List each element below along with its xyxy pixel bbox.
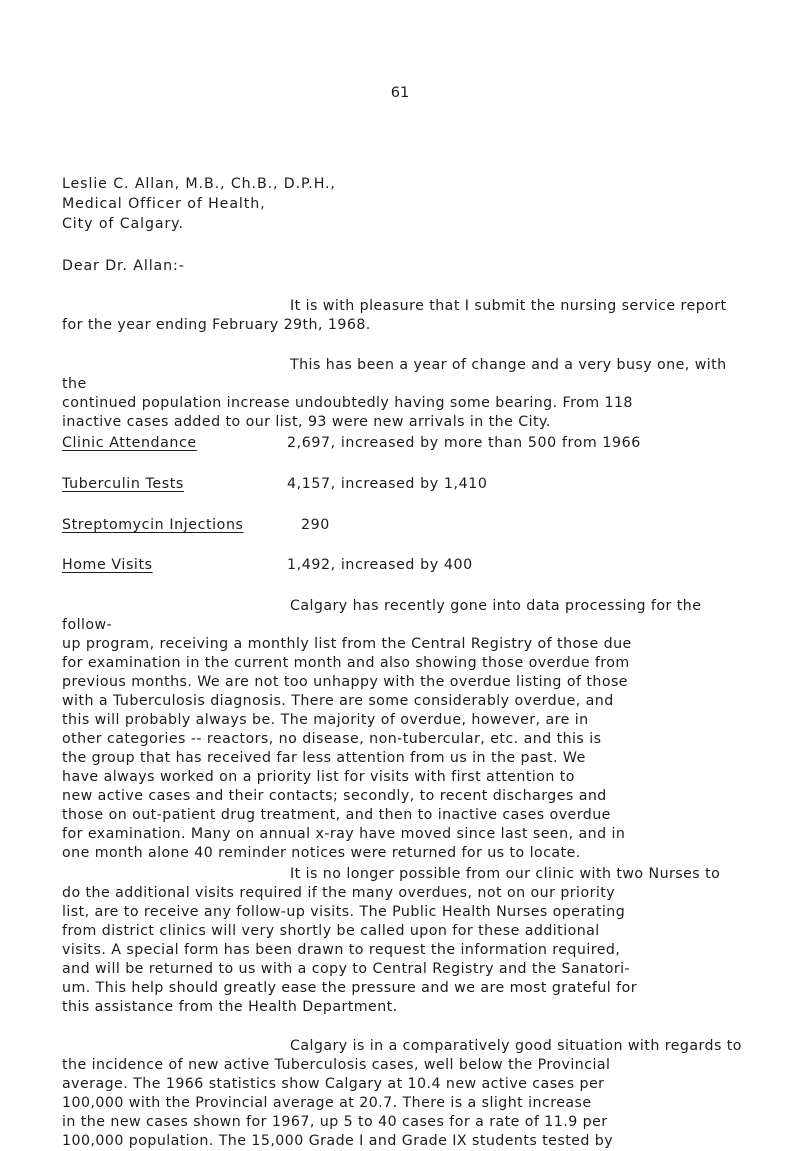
stat-label-tuberculin-tests: Tuberculin Tests xyxy=(62,476,184,492)
stat-label-streptomycin-injections: Streptomycin Injections xyxy=(62,517,244,533)
stat-value-home-visits: 1,492, increased by 400 xyxy=(287,557,473,573)
body-paragraph-1: Calgary has recently gone into data processing for the follow- up program, receiving a monthly list from the Central Registry of those due for examination in the current month and also showing those overdue from previous months. We are not too unhappy with the overdue listing of those with a Tuberculosis diagnosis. There are some considerably overdue, and this will probably always be. The majority of overdue, however, are in other categories -- reactors, no disease, non-tubercular, etc. and this is the group that has received far less attention from us in the past. We have always worked on a priority list for visits with first attention to new active cases and their contacts; secondly, to recent discharges and those on out-patient drug treatment, and then to inactive cases overdue for examination. Many on annual x-ray have moved since last seen, and in one month alone 40 reminder notices were returned for us to locate. xyxy=(62,598,702,861)
body-paragraph-3: Calgary is in a comparatively good situation with regards to the incidence of new active Tuberculosis cases, well below the Provincial average. The 1966 statistics show Calgary at 10.4 new active cases per 100,000 with the Provincial average at 20.7. There is a slight increase in the new cases shown for 1967, up 5 to 40 cases for a rate of 11.9 per 100,000 population. The 15,000 Grade I and Grade IX students tested by xyxy=(62,1038,742,1149)
body-paragraph-2: It is no longer possible from our clinic with two Nurses to do the additional visits required if the many overdues, not on our priority list, are to receive any follow-up visits. The Public Health Nurses operating from district clinics will very shortly be called upon for these additional visits. A special form has been drawn to request the information required, and will be returned to us with a copy to Central Registry and the Sanatori- um. This help should greatly ease the pressure and we are most grateful for this assistance from the Health Department. xyxy=(62,866,721,1015)
addressee-line-1: Leslie C. Allan, M.B., Ch.B., D.P.H., xyxy=(62,176,336,192)
stat-label-clinic-attendance: Clinic Attendance xyxy=(62,435,197,451)
addressee-line-2: Medical Officer of Health, xyxy=(62,196,266,212)
stat-label-home-visits: Home Visits xyxy=(62,557,153,573)
page-number: 61 xyxy=(390,85,410,101)
intro-paragraph-2: This has been a year of change and a very busy one, with the continued population increase undoubtedly having some bearing. From 118 inactive cases added to our list, 93 were new arrivals in the City. xyxy=(62,357,727,430)
addressee-line-3: City of Calgary. xyxy=(62,216,184,232)
stat-value-clinic-attendance: 2,697, increased by more than 500 from 1966 xyxy=(287,435,641,451)
stat-value-streptomycin-injections: 290 xyxy=(301,517,330,533)
stat-value-tuberculin-tests: 4,157, increased by 1,410 xyxy=(287,476,488,492)
salutation: Dear Dr. Allan:- xyxy=(62,258,185,274)
intro-paragraph-1: It is with pleasure that I submit the nursing service report for the year ending February 29th, 1968. xyxy=(62,298,727,333)
